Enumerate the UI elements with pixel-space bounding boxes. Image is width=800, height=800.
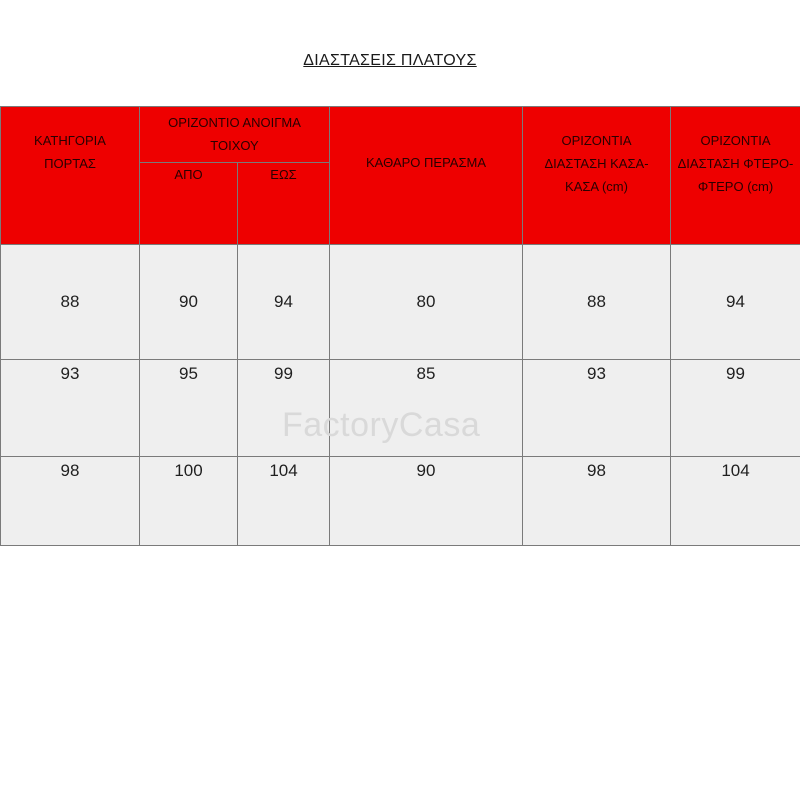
- cell-to: 99: [238, 360, 330, 457]
- cell-clear-passage: 90: [330, 457, 523, 546]
- table-row: [1, 360, 800, 457]
- table-row: [1, 457, 800, 546]
- cell-from: 100: [140, 457, 238, 546]
- header-wall-opening-label: ΟΡΙΖΟΝΤΙΟ ΑΝΟΙΓΜΑ ΤΟΙΧΟΥ: [168, 115, 301, 153]
- header-clear-passage: [330, 107, 523, 245]
- header-frame-to-frame-label: ΟΡΙΖΟΝΤΙΑ ΔΙΑΣΤΑΣΗ ΚΑΣΑ-ΚΑΣΑ (cm): [544, 133, 649, 194]
- cell-frame-to-frame: 98: [523, 457, 671, 546]
- watermark: FactoryCasa: [282, 406, 481, 444]
- header-from: ΑΠΟ: [140, 163, 238, 245]
- header-door-category: [1, 107, 140, 245]
- header-wall-opening: [140, 107, 330, 163]
- header-wing-to-wing: [671, 107, 800, 245]
- cell-from: 95: [140, 360, 238, 457]
- cell-clear-passage: 80: [330, 245, 523, 360]
- header-clear-passage-label: ΚΑΘΑΡΟ ΠΕΡΑΣΜΑ: [366, 155, 486, 170]
- cell-category: 98: [1, 457, 140, 546]
- header-frame-to-frame: [523, 107, 671, 245]
- width-dimensions-table: [0, 106, 800, 546]
- header-door-category-label: ΚΑΤΗΓΟΡΙΑ ΠΟΡΤΑΣ: [34, 133, 106, 171]
- cell-wing-to-wing: 104: [671, 457, 800, 546]
- cell-frame-to-frame: 88: [523, 245, 671, 360]
- cell-wing-to-wing: 99: [671, 360, 800, 457]
- cell-category: 93: [1, 360, 140, 457]
- cell-category: 88: [1, 245, 140, 360]
- cell-to: 104: [238, 457, 330, 546]
- cell-to: 94: [238, 245, 330, 360]
- header-to: ΕΩΣ: [238, 163, 330, 245]
- header-wing-to-wing-label: ΟΡΙΖΟΝΤΙΑ ΔΙΑΣΤΑΣΗ ΦΤΕΡΟ-ΦΤΕΡΟ (cm): [677, 133, 794, 194]
- cell-from: 90: [140, 245, 238, 360]
- cell-clear-passage: 85: [330, 360, 523, 457]
- page-title: ΔΙΑΣΤΑΣΕΙΣ ΠΛΑΤΟΥΣ: [303, 52, 477, 69]
- cell-frame-to-frame: 93: [523, 360, 671, 457]
- cell-wing-to-wing: 94: [671, 245, 800, 360]
- table-row: [1, 245, 800, 360]
